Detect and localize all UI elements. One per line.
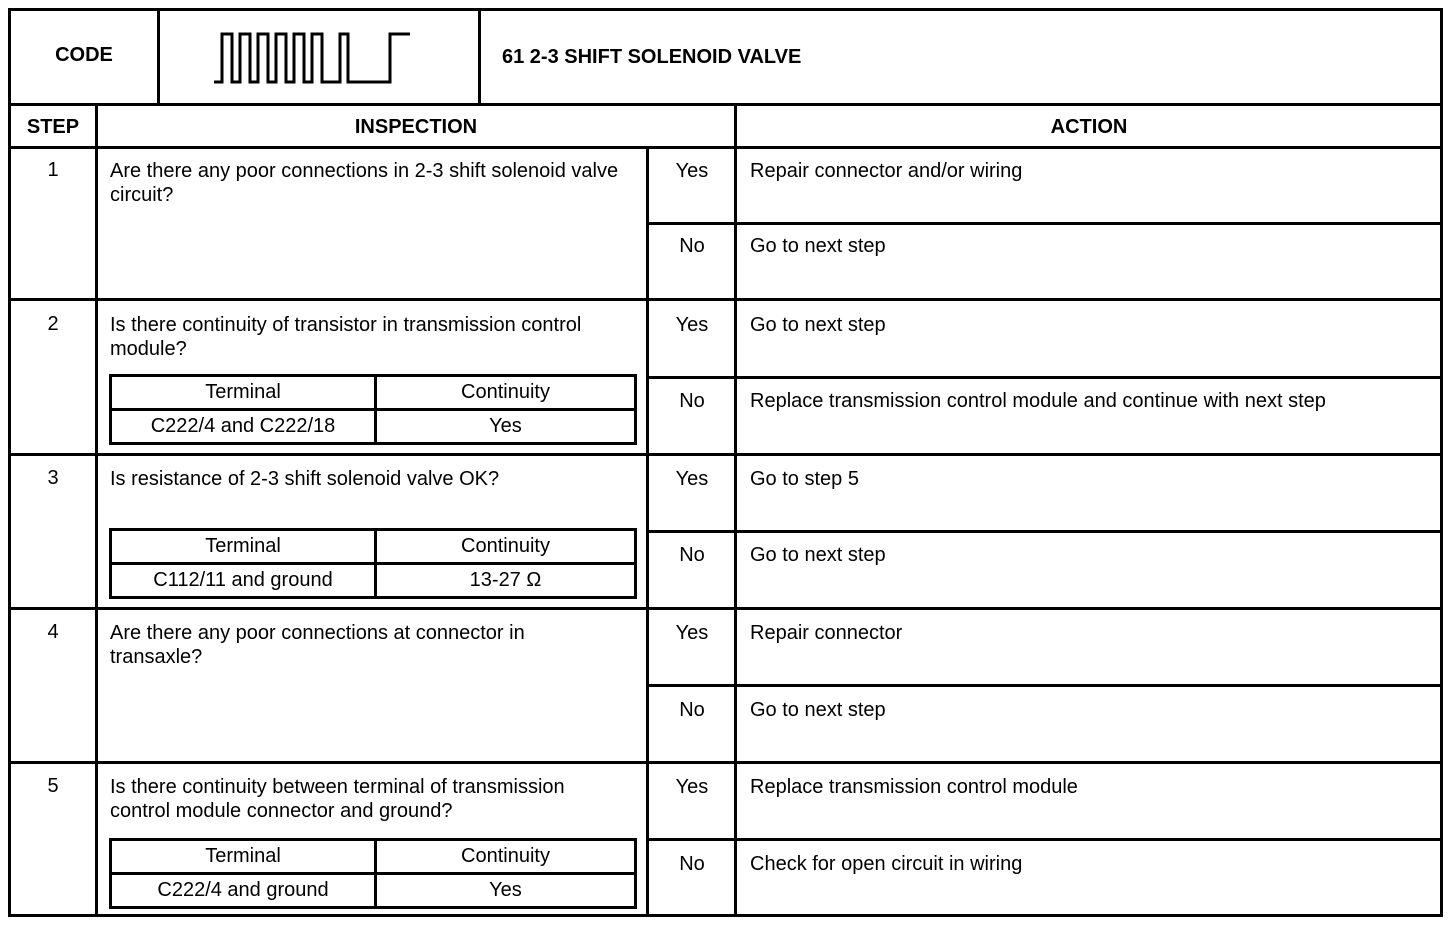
terminal-table bbox=[109, 528, 637, 599]
action-text: Go to next step bbox=[750, 699, 886, 721]
continuity-value: Yes bbox=[489, 415, 522, 437]
rule-wave-divider bbox=[478, 8, 481, 106]
step-number: 3 bbox=[47, 467, 59, 489]
answer-no: No bbox=[679, 390, 705, 412]
rule-step4-bottom bbox=[8, 761, 1443, 764]
answer-yes: Yes bbox=[675, 622, 709, 644]
rule-top bbox=[8, 8, 1443, 11]
action-text: Go to next step bbox=[750, 235, 886, 257]
answer-yes: Yes bbox=[675, 776, 709, 798]
rule-right bbox=[1440, 8, 1443, 917]
pulse-waveform-icon bbox=[210, 28, 415, 86]
terminal-header: Terminal bbox=[205, 535, 281, 557]
page-title: 61 2-3 SHIFT SOLENOID VALVE bbox=[502, 46, 802, 68]
inspection-question: Are there any poor connections in 2-3 shift solenoid valve circuit? bbox=[110, 160, 619, 206]
answer-yes: Yes bbox=[675, 468, 709, 490]
step-number: 4 bbox=[47, 621, 59, 643]
terminal-header: Terminal bbox=[205, 845, 281, 867]
rule-step1-bottom bbox=[8, 298, 1443, 301]
rule-step5-split bbox=[648, 838, 1443, 841]
continuity-value: 13-27 Ω bbox=[469, 569, 542, 591]
inspection-question: Is there continuity of transistor in transmission control module? bbox=[110, 314, 582, 360]
inspection-question: Is there continuity between terminal of transmission control module connector and ground? bbox=[110, 776, 565, 822]
answer-yes: Yes bbox=[675, 160, 709, 182]
rule-step3-split bbox=[648, 530, 1443, 533]
rule-step2-bottom bbox=[8, 453, 1443, 456]
continuity-header: Continuity bbox=[461, 535, 550, 557]
column-step: STEP bbox=[26, 116, 80, 138]
terminal-value: C222/4 and ground bbox=[157, 879, 329, 901]
action-text: Replace transmission control module and continue with next step bbox=[750, 390, 1326, 412]
rule-step1-split bbox=[648, 222, 1443, 225]
column-inspection: INSPECTION bbox=[354, 116, 478, 138]
rule-step2-split bbox=[648, 376, 1443, 379]
action-text: Go to next step bbox=[750, 314, 886, 336]
rule-columns-bottom bbox=[8, 146, 1443, 149]
answer-no: No bbox=[679, 853, 705, 875]
action-text: Go to next step bbox=[750, 544, 886, 566]
answer-yes: Yes bbox=[675, 314, 709, 336]
inspection-question: Is resistance of 2-3 shift solenoid valve OK? bbox=[110, 468, 500, 490]
code-label: CODE bbox=[55, 44, 113, 66]
action-text: Repair connector bbox=[750, 622, 903, 644]
action-text: Go to step 5 bbox=[750, 468, 859, 490]
continuity-header: Continuity bbox=[461, 845, 550, 867]
terminal-header: Terminal bbox=[205, 381, 281, 403]
continuity-header: Continuity bbox=[461, 381, 550, 403]
step-number: 2 bbox=[47, 313, 59, 335]
terminal-value: C222/4 and C222/18 bbox=[150, 415, 336, 437]
terminal-value: C112/11 and ground bbox=[153, 569, 333, 591]
rule-bottom bbox=[8, 914, 1443, 917]
answer-no: No bbox=[679, 544, 705, 566]
rule-step3-bottom bbox=[8, 607, 1443, 610]
rule-step4-split bbox=[648, 684, 1443, 687]
inspection-question: Are there any poor connections at connector in transaxle? bbox=[110, 622, 525, 668]
column-action: ACTION bbox=[1050, 116, 1128, 138]
step-number: 5 bbox=[47, 775, 59, 797]
step-number: 1 bbox=[47, 159, 59, 181]
action-text: Replace transmission control module bbox=[750, 776, 1078, 798]
answer-no: No bbox=[679, 699, 705, 721]
rule-answer-divider bbox=[646, 146, 649, 917]
action-text: Check for open circuit in wiring bbox=[750, 853, 1023, 875]
action-text: Repair connector and/or wiring bbox=[750, 160, 1023, 182]
answer-no: No bbox=[679, 235, 705, 257]
terminal-table bbox=[109, 838, 637, 909]
rule-header-bottom bbox=[8, 103, 1443, 106]
continuity-value: Yes bbox=[489, 879, 522, 901]
terminal-table bbox=[109, 374, 637, 445]
